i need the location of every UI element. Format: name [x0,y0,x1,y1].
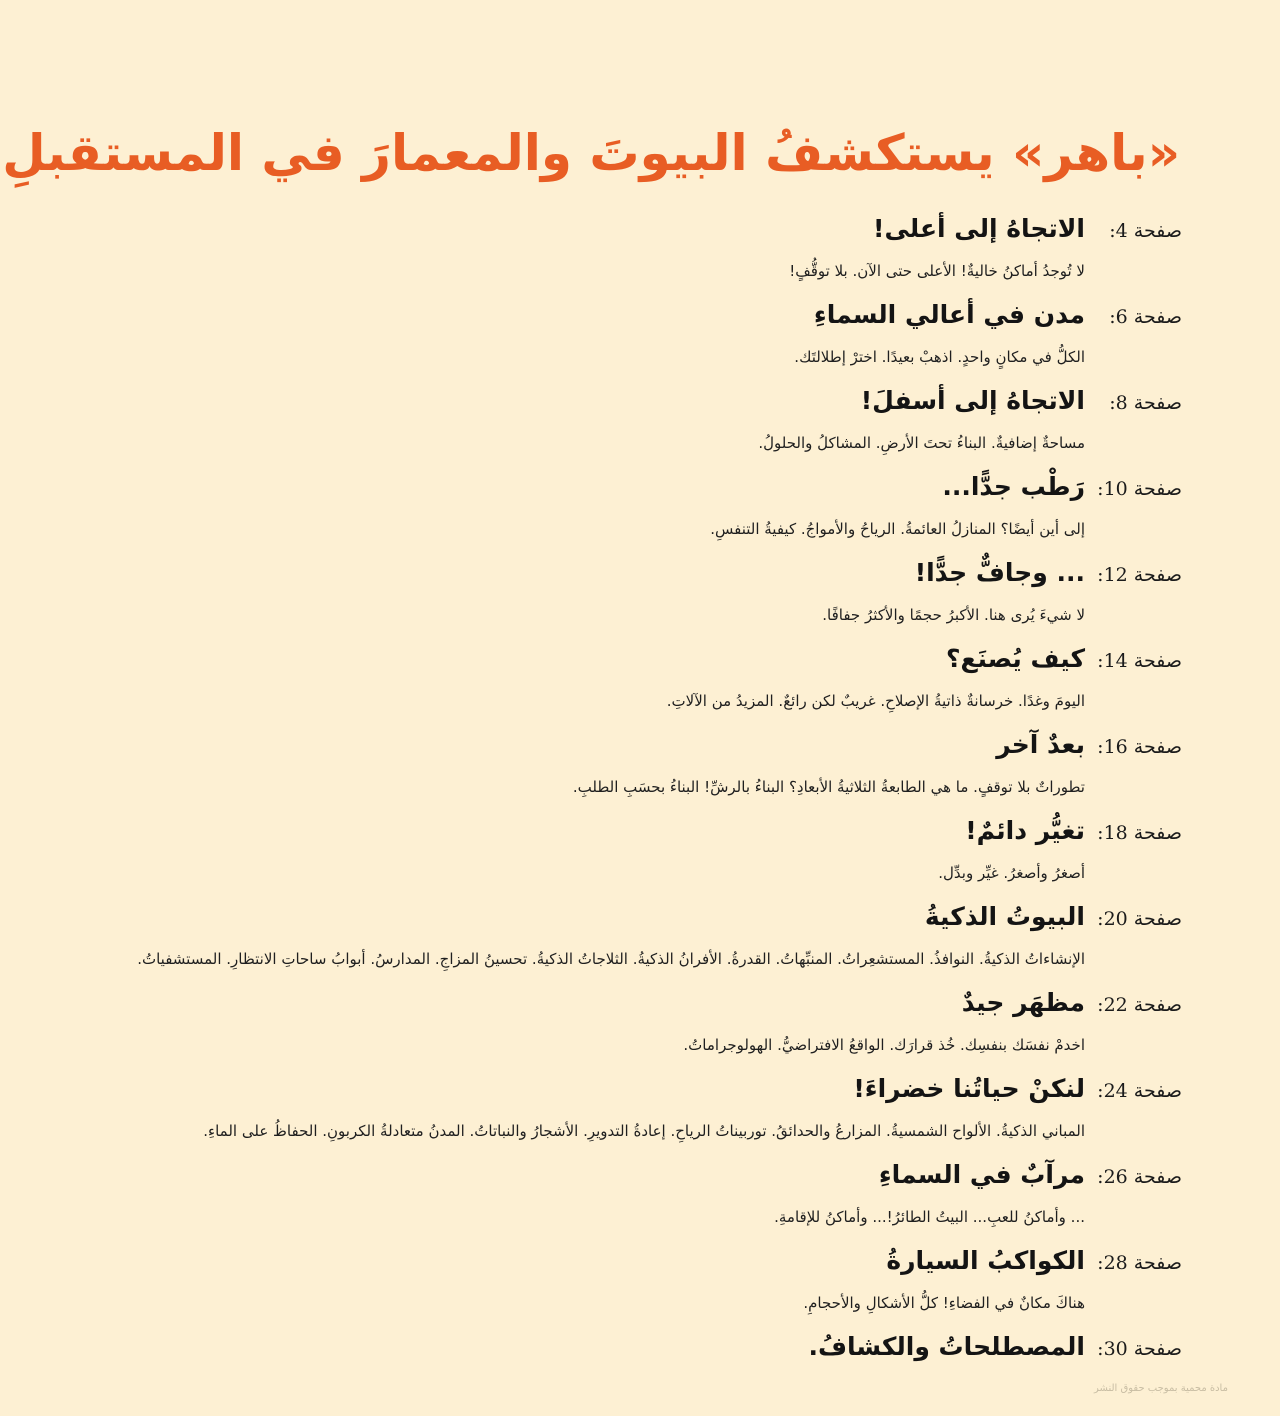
toc-page-number: صفحة 24: [1097,1080,1182,1102]
toc-page-number: صفحة 14: [1097,650,1182,672]
toc-heading: كيف يُصنَع؟ [945,644,1085,673]
toc-entry [122,894,1182,974]
toc-heading: ... وجافٌّ جدًّا! [914,558,1085,587]
toc-entry [122,980,1182,1060]
toc-entry [122,1238,1182,1318]
toc-heading: مدن في أعالي السماءِ [813,300,1085,329]
toc-page-number: صفحة 12: [1097,564,1182,586]
toc-heading: رَطْب جدًّا... [942,472,1085,501]
toc-page-number: صفحة 28: [1097,1252,1182,1274]
page-title: «باهر» يستكشفُ البيوتَ والمعمارَ في المستقبلِ [2,124,1180,182]
toc-entry [122,292,1182,372]
toc-description: أصغرُ وأصغرُ. غيِّر وبدِّل. [938,864,1085,882]
toc-description: اخدمْ نفسَك بنفسِك. خُذ قرارَك. الواقعُ الافتراضيُّ. الهولوجراماتُ. [683,1036,1085,1054]
toc-page-number: صفحة 10: [1097,478,1182,500]
toc-heading: لنكنْ حياتُنا خضراءَ! [853,1074,1085,1103]
toc-entry [122,808,1182,888]
toc-page-number: صفحة 26: [1097,1166,1182,1188]
toc-heading: مظهَر جيدٌ [961,988,1085,1017]
toc-entry [122,722,1182,802]
toc-page-number: صفحة 22: [1097,994,1182,1016]
toc-heading: الاتجاهُ إلى أسفلَ! [860,386,1085,415]
table-of-contents [122,206,1182,1370]
toc-description: الكلُّ في مكانٍ واحدٍ. اذهبْ بعيدًا. اخترْ إطلالتَك. [794,348,1085,366]
toc-heading: الاتجاهُ إلى أعلى! [873,214,1085,243]
toc-heading: البيوتُ الذكيةُ [924,902,1085,931]
toc-description: لا شيءَ يُرى هنا. الأكبرُ حجمًا والأكثرُ جفافًا. [822,606,1085,624]
toc-description: ... وأماكنُ للعبِ... البيتُ الطائرُ!... وأماكنُ للإقامةِ. [774,1208,1085,1226]
toc-entry [122,636,1182,716]
toc-entry [122,1152,1182,1232]
toc-entry [122,1066,1182,1146]
toc-heading: الكواكبُ السيارةُ [886,1246,1085,1275]
toc-description: المباني الذكيةُ. الألواح الشمسيةُ. المزارعُ والحدائقُ. توربيناتُ الرياحِ. إعادةُ التدويرِ. الأشجارُ والنباتاتُ. المدنُ متعادلةُ الكربونِ. الحفاظُ على الماءِ. [203,1122,1085,1140]
toc-description: هناكَ مكانٌ في الفضاءِ! كلُّ الأشكالِ والأحجامِ. [803,1294,1085,1312]
toc-page-number: صفحة 6: [1109,306,1182,328]
toc-description: تطوراتٌ بلا توقفٍ. ما هي الطابعةُ الثلاثيةُ الأبعادِ؟ البناءُ بالرشِّ! البناءُ بحسَبِ الطلبِ. [572,778,1085,796]
toc-heading: تغيُّر دائمٌ! [965,816,1085,845]
toc-description: مساحةٌ إضافيةٌ. البناءُ تحتَ الأرضِ. المشاكلُ والحلولُ. [758,434,1085,452]
toc-heading: بعدٌ آخر [996,730,1085,759]
toc-entry [122,378,1182,458]
copyright-watermark: مادة محمية بموجب حقوق النشر [1094,1383,1228,1394]
toc-page-number: صفحة 18: [1097,822,1182,844]
toc-page-number: صفحة 30: [1097,1338,1182,1360]
toc-heading: مرآبٌ في السماءِ [878,1160,1085,1189]
toc-description: اليومَ وغدًا. خرسانةٌ ذاتيةُ الإصلاحِ. غريبٌ لكن رائعٌ. المزيدُ من الآلاتِ. [666,692,1085,710]
toc-page-number: صفحة 4: [1109,220,1182,242]
toc-heading: المصطلحاتُ والكشافُ. [808,1332,1085,1361]
toc-entry [122,1324,1182,1370]
toc-page-number: صفحة 8: [1109,392,1182,414]
toc-description: الإنشاءاتُ الذكيةُ. النوافذُ. المستشعِراتُ. المنبِّهاتُ. القدرةُ. الأفرانُ الذكيةُ. الثلاجاتُ الذكيةُ. تحسينُ المزاجِ. المدارسُ. أبوابُ ساحاتِ الانتظارِ. المستشفياتُ. [137,950,1085,968]
toc-page-number: صفحة 20: [1097,908,1182,930]
toc-entry [122,464,1182,544]
toc-description: لا تُوجدُ أماكنُ خاليةٌ! الأعلى حتى الآن. بلا توقُّفٍ! [789,262,1085,280]
toc-entry [122,550,1182,630]
toc-description: إلى أين أيضًا؟ المنازلُ العائمةُ. الرياحُ والأمواجُ. كيفيةُ التنفسِ. [710,520,1085,538]
toc-entry [122,206,1182,286]
toc-page-number: صفحة 16: [1097,736,1182,758]
